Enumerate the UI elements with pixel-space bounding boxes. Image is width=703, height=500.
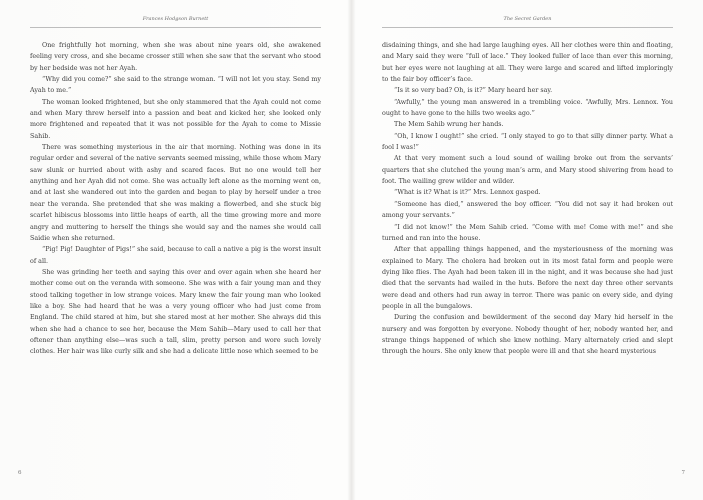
- paragraph: The woman looked frightened, but she only stammered that the Ayah could not come and when Mary threw herself into a passion and beat and kicked her, she looked only more frightened and repeated that it was not possible for the Ayah to come to Missie Sahib.: [30, 98, 321, 140]
- paragraph-continuation: disdaining things, and she had large laughing eyes. All her clothes were thin and floating, and Mary said they were “full of lace.” They looked fuller of lace than ever this morning, but her eyes were not laughing at all. They were large and scared and lifted imploringly to the fair boy officer’s face.: [382, 42, 673, 84]
- paragraph: At that very moment such a loud sound of wailing broke out from the servants’ quarters that she clutched the young man’s arm, and Mary stood shivering from head to foot. The wailing grew wilder and wilder.: [382, 155, 673, 186]
- paragraph: There was something mysterious in the air that morning. Nothing was done in its regular order and several of the native servants seemed missing, while those whom Mary saw slunk or hurried about with ashy and scared faces. But no one would tell her anything and her Ayah did not come. She was actually left alone as the morning went on, and at last she wandered out into the garden and began to play by herself under a tree near the veranda. She pretended that she was making a flowerbed, and she stuck big scarlet hibiscus blossoms into little heaps of earth, all the time growing more and more angry and muttering to herself the things she would say and the names she would call Saidie when she returned.: [30, 144, 321, 242]
- page-number-right: 7: [681, 470, 685, 476]
- paragraph: One frightfully hot morning, when she was about nine years old, she awakened feeling very cross, and she became crosser still when she saw that the servant who stood by her bedside was not her Ayah.: [30, 42, 321, 72]
- paragraph: “I did not know!” the Mem Sahib cried. “Come with me! Come with me!” and she turned and ran into the house.: [382, 223, 673, 242]
- running-head-author: Frances Hodgson Burnett: [142, 16, 209, 22]
- left-page-body: [30, 40, 321, 358]
- running-head-title: The Secret Garden: [503, 16, 552, 22]
- page-number-left: 6: [18, 470, 22, 476]
- paragraph: “Someone has died,” answered the boy officer. “You did not say it had broken out among your servants.”: [382, 200, 673, 220]
- header-rule: [30, 27, 321, 28]
- paragraph: “Why did you come?” she said to the strange woman. “I will not let you stay. Send my Ayah to me.”: [30, 76, 321, 95]
- paragraph: During the confusion and bewilderment of the second day Mary hid herself in the nursery and was forgotten by everyone. Nobody thought of her, nobody wanted her, and strange things happened of which she knew nothing. Mary alternately cried and slept through the hours. She only knew that people were ill and that she heard mysterious: [382, 314, 673, 356]
- right-page: [352, 0, 703, 500]
- left-page: [0, 0, 351, 500]
- paragraph: She was grinding her teeth and saying this over and over again when she heard her mother come out on the veranda with someone. She was with a fair young man and they stood talking together in low strange voices. Mary knew the fair young man who looked like a boy. She had heard that he was a very young officer who had just come from England. The child stared at him, but she stared most at her mother. She always did this when she had a chance to see her, because the Mem Sahib—Mary used to call her that oftener than anything else—was such a tall, slim, pretty person and wore such lovely clothes. Her hair was like curly silk and she had a delicate little nose which seemed to be: [30, 268, 321, 356]
- paragraph: The Mem Sahib wrung her hands.: [394, 121, 504, 129]
- paragraph: After that appalling things happened, and the mysteriousness of the morning was explained to Mary. The cholera had broken out in its most fatal form and people were dying like flies. The Ayah had been taken ill in the night, and it was because she had just died that the servants had wailed in the huts. Before the next day three other servants were dead and others had run away in terror. There was panic on every side, and dying people in all the bungalows.: [382, 246, 673, 310]
- paragraph: “Pig! Pig! Daughter of Pigs!” she said, because to call a native a pig is the worst insult of all.: [30, 246, 321, 265]
- paragraph: “Oh, I know I ought!” she cried. “I only stayed to go to that silly dinner party. What a fool I was!”: [382, 132, 673, 152]
- paragraph: “What is it? What is it?” Mrs. Lennox gasped.: [394, 189, 541, 197]
- header-rule: [382, 27, 673, 28]
- right-page-body: [382, 40, 673, 358]
- paragraph: “Awfully,” the young man answered in a trembling voice. “Awfully, Mrs. Lennox. You ought to have gone to the hills two weeks ago.”: [382, 98, 673, 118]
- paragraph: “Is it so very bad? Oh, is it?” Mary heard her say.: [394, 87, 553, 95]
